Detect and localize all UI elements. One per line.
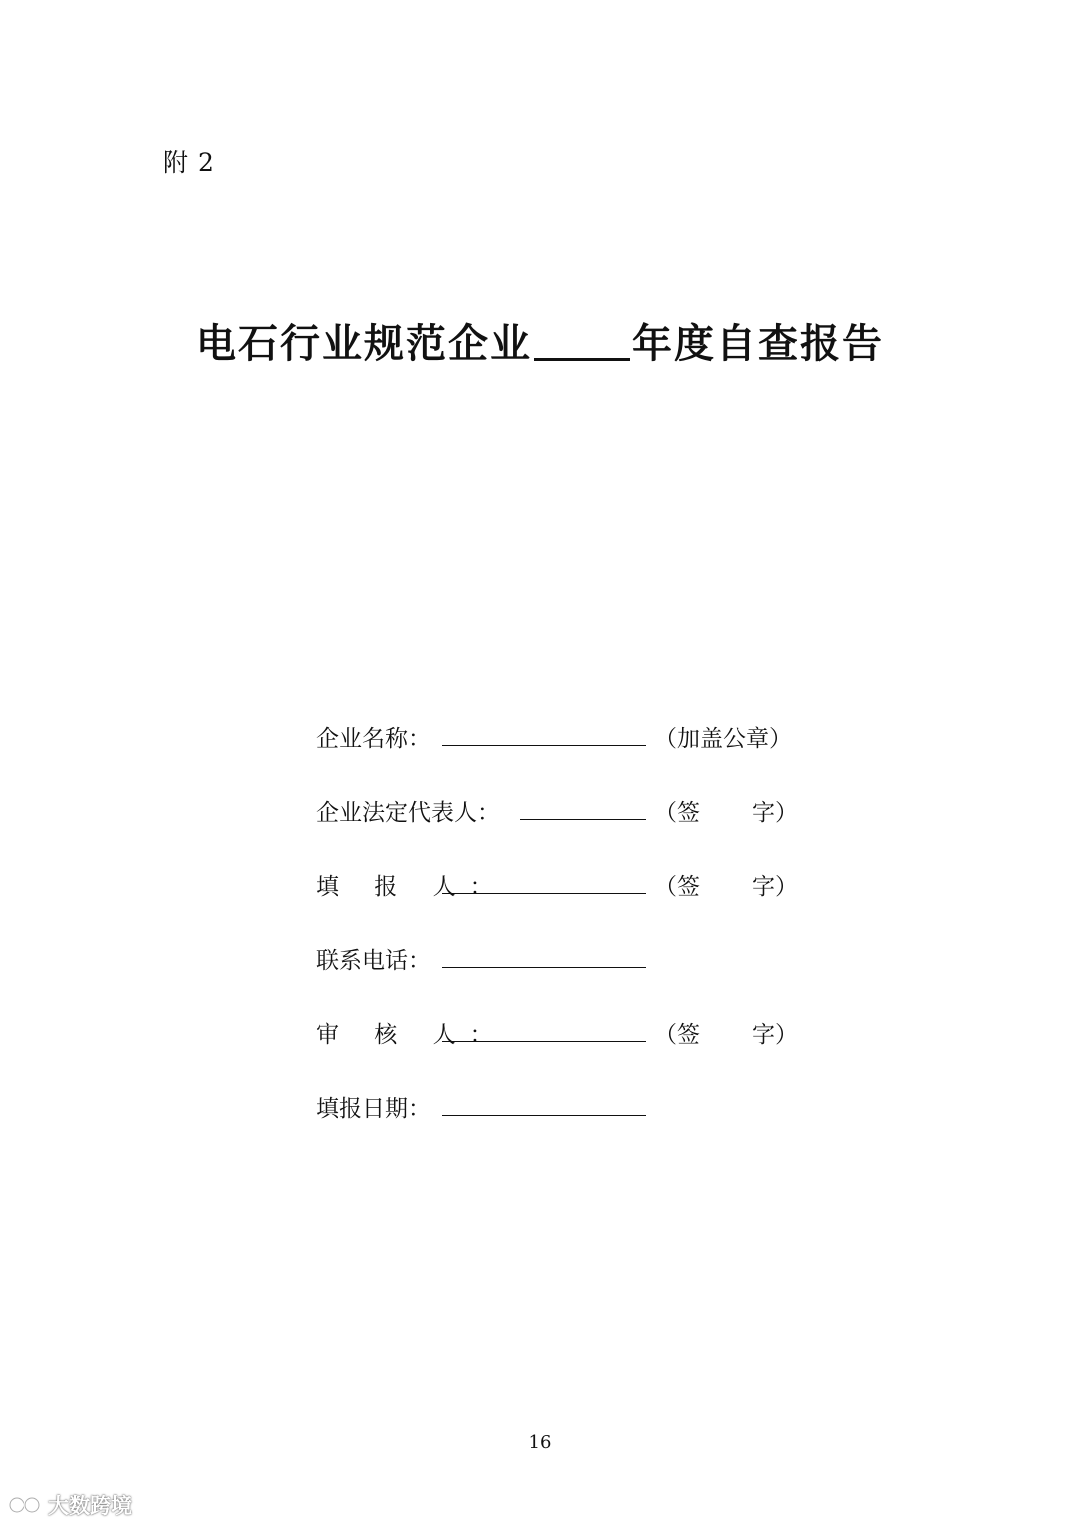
- legal-representative-blank-line[interactable]: [520, 819, 646, 820]
- form-row-fill-date: [316, 1086, 836, 1160]
- signature-form: [316, 716, 836, 1160]
- contact-phone-blank-line[interactable]: [442, 967, 646, 968]
- form-row-company-name: [316, 716, 836, 790]
- reviewer-blank-line[interactable]: [442, 1041, 646, 1042]
- year-blank-line: [534, 320, 630, 361]
- legal-representative-label: 企业法定代表人：: [316, 800, 500, 826]
- form-row-reviewer: [316, 1012, 836, 1086]
- watermark: [8, 1490, 132, 1520]
- fill-date-blank-line[interactable]: [442, 1115, 646, 1116]
- watermark-text: 大数跨境: [48, 1494, 132, 1518]
- reviewer-label: 审 核 人：: [316, 1022, 507, 1048]
- legal-representative-signature-note: [654, 794, 798, 827]
- report-title-prefix: 电石行业规范企业: [196, 320, 532, 367]
- filled-by-label: 填 报 人：: [316, 874, 507, 900]
- form-row-contact-phone: [316, 938, 836, 1012]
- form-row-legal-representative: [316, 790, 836, 864]
- signature-note-open: （签: [654, 800, 700, 826]
- signature-note-open: （签: [654, 1022, 700, 1048]
- signature-note-close: 字）: [752, 800, 798, 826]
- contact-phone-label: 联系电话：: [316, 948, 431, 974]
- signature-note-close: 字）: [752, 1022, 798, 1048]
- form-row-filled-by: [316, 864, 836, 938]
- report-title: [0, 312, 1080, 369]
- filled-by-blank-line[interactable]: [442, 893, 646, 894]
- brand-logo-icon: [8, 1493, 42, 1517]
- page-number: 16: [528, 1432, 552, 1453]
- signature-note-open: （签: [654, 874, 700, 900]
- filled-by-signature-note: [654, 868, 798, 901]
- reviewer-signature-note: [654, 1016, 798, 1049]
- company-name-blank-line[interactable]: [442, 745, 646, 746]
- report-title-suffix: 年度自查报告: [632, 320, 884, 367]
- company-name-label: 企业名称：: [316, 726, 431, 752]
- company-seal-note: （加盖公章）: [654, 726, 792, 752]
- attachment-label: 附 2: [163, 148, 215, 177]
- signature-note-close: 字）: [752, 874, 798, 900]
- fill-date-label: 填报日期：: [316, 1096, 431, 1122]
